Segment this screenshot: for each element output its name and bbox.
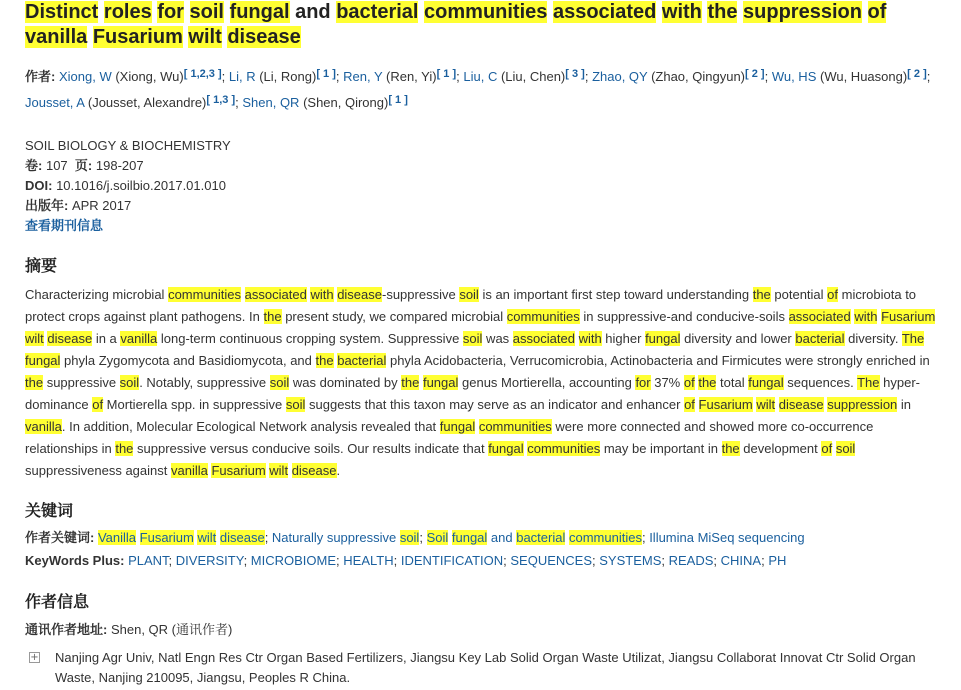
expand-plus-icon[interactable]: + [30,652,39,663]
text-segment: present study, we compared microbial [281,309,507,324]
highlighted-term: Distinct [25,1,99,23]
affiliation-ref[interactable]: [ 1 ] [316,68,336,80]
author-list [25,64,940,116]
highlighted-term: suppression [743,1,862,23]
highlighted-term: associated [788,309,851,324]
keyword-plus-link[interactable]: MICROBIOME [250,553,337,568]
highlighted-term: soil [835,441,856,456]
source-info [25,136,625,236]
text-segment: may be important in [600,441,722,456]
keyword-plus-link[interactable]: PH [768,553,787,568]
author-keyword-link[interactable] [272,530,419,545]
highlighted-term: The [857,375,880,390]
author-link[interactable]: Jousset, A [25,95,85,110]
text-segment: . [336,463,341,478]
text-segment: Naturally suppressive [271,530,400,545]
affiliation-ref[interactable]: [ 3 ] [565,68,585,80]
text-segment: -suppressive [382,287,460,302]
text-segment: in [897,397,912,412]
highlighted-term: wilt [197,530,217,545]
highlighted-term: vanilla [170,463,208,478]
highlighted-term: communities [168,287,242,302]
highlighted-term: soil [285,397,306,412]
keywords-plus [25,551,945,571]
keyword-plus-link[interactable]: SEQUENCES [510,553,593,568]
keyword-plus-link[interactable]: IDENTIFICATION [400,553,504,568]
year-label: 出版年: [25,198,69,213]
highlighted-term: fungal [439,419,476,434]
author-full-name: (Zhao, Qingyun) [647,69,746,84]
text-segment [862,1,868,23]
highlighted-term: associated [244,287,307,302]
text-segment: 37% [650,375,684,390]
author-info-heading: 作者信息 [25,594,90,611]
text-segment: and [487,530,517,545]
highlighted-term: vanilla [120,331,158,346]
author-link[interactable]: Li, R [228,69,256,84]
author-keyword-link[interactable] [98,530,265,545]
highlighted-term: Fusarium [92,26,183,48]
volume-label: 卷: [25,158,43,173]
text-segment: . In addition, Molecular Ecological Network analysis revealed that [61,419,440,434]
highlighted-term: with [310,287,334,302]
keyword-plus-link[interactable]: SYSTEMS [599,553,662,568]
highlighted-term: the [752,287,771,302]
author-link[interactable]: Wu, HS [771,69,817,84]
keyword-plus-link[interactable]: DIVERSITY [175,553,244,568]
journal-name: SOIL BIOLOGY & BIOCHEMISTRY [25,138,231,153]
highlighted-term: suppression [827,397,898,412]
author-full-name: (Jousset, Alexandre) [84,95,207,110]
highlighted-term: with [578,331,602,346]
abstract-heading: 摘要 [25,258,58,275]
text-segment [87,26,93,48]
text-segment: higher [601,331,646,346]
highlighted-term: disease [337,287,382,302]
highlighted-term: fungal [645,331,681,346]
highlighted-term: vanilla [25,26,88,48]
keyword-plus-link[interactable]: CHINA [720,553,762,568]
keywords-plus-label: KeyWords Plus: [25,553,125,568]
highlighted-term: of [827,287,838,302]
text-segment: long-term continuous cropping system. Suppressive [157,331,463,346]
text-segment: hyper-dominance [25,375,920,412]
author-items: Xiong, W (Xiong, Wu)[ 1,2,3 ]; Li, R (Li, Rong)[ 1 ]; Ren, Y (Ren, Yi)[ 1 ]; Liu, C (Liu, Chen)[ 3 ]; Zhao, QY (Zhao, Qingyun)[ 2 ]; Wu, HS (Wu, Huasong)[ 2 ]; Jousset, A (Jousset, Alexandre)[ 1,3 ]; Shen, QR (Shen, Qirong)[ 1 ] [25,68,931,110]
affiliation-ref[interactable]: [ 1,3 ] [206,94,236,106]
highlighted-term: with [854,309,878,324]
text-segment: in a [92,331,121,346]
highlighted-term: soil [462,331,483,346]
highlighted-term: Soil [426,530,449,545]
keyword-plus-link[interactable]: READS [668,553,714,568]
text-segment: genus Mortierella, accounting [458,375,636,390]
highlighted-term: the [401,375,420,390]
author-link[interactable]: Ren, Y [343,69,383,84]
highlighted-term: wilt [756,397,776,412]
text-segment [695,397,699,412]
highlighted-term: bacterial [336,1,419,23]
text-segment: phyla Acidobacteria, Verrucomicrobia, Actinobacteria and Firmicutes were strongly enriched in [386,353,930,368]
highlighted-term: with [661,1,702,23]
text-segment: potential [770,287,828,302]
text-segment: suppressive [43,375,120,390]
highlighted-term: fungal [451,530,488,545]
highlighted-term: communities [478,419,552,434]
affiliation-ref[interactable]: [ 1,2,3 ] [183,68,222,80]
author-full-name: (Wu, Huasong) [816,69,908,84]
article-title [25,0,945,50]
doi-label: DOI: [25,178,53,193]
highlighted-term: the [263,309,282,324]
highlighted-term: The [901,331,925,346]
text-segment: Characterizing microbial [25,287,169,302]
author-full-name: (Xiong, Wu) [111,69,184,84]
highlighted-term: Fusarium [881,309,936,324]
author-full-name: (Liu, Chen) [497,69,566,84]
affiliation-ref[interactable]: [ 1 ] [388,94,408,106]
author-full-name: (Ren, Yi) [382,69,437,84]
highlighted-term: disease [778,397,824,412]
text-segment: suggests that this taxon may serve as an indicator and enhancer [305,397,685,412]
highlighted-term: disease [47,331,93,346]
text-segment: development [739,441,822,456]
corresponding-author [25,620,945,640]
highlighted-term: soil [189,1,224,23]
author-link[interactable]: Zhao, QY [592,69,648,84]
highlighted-term: soil [459,287,479,302]
author-link[interactable]: Xiong, W [58,69,112,84]
journal-info-link[interactable]: 查看期刊信息 [25,218,104,233]
pages-label: 页: [74,158,93,173]
highlighted-term: of [684,397,695,412]
text-segment: and [289,1,337,23]
author-keyword-link[interactable] [427,530,642,545]
highlighted-term: Vanilla [97,530,137,545]
text-segment: Illumina MiSeq sequencing [649,530,805,545]
text-segment: phyla Zygomycota and Basidiomycota, and [60,353,316,368]
highlighted-term: wilt [188,26,222,48]
highlighted-term: fungal [422,375,459,390]
text-segment: suppressive versus conducive soils. Our results indicate that [133,441,489,456]
highlighted-term: Fusarium [698,397,753,412]
highlighted-term: the [25,375,44,390]
highlighted-term: associated [512,331,575,346]
corresponding-label: 通讯作者地址: [25,622,108,637]
highlighted-term: of [92,397,104,412]
text-segment: diversity. [844,331,902,346]
highlighted-term: bacterial [337,353,387,368]
author-keywords [25,528,945,548]
text-segment: was dominated by [289,375,402,390]
author-address: Nanjing Agr Univ, Natl Engn Res Ctr Organ Based Fertilizers, Jiangsu Key Lab Solid Organ Waste Utilizat, Jiangsu Collaborat Innovat Ctr Solid Organ Waste, Nanjing 210095, Jiangsu, Peoples R China. [55,650,916,685]
author-full-name: (Shen, Qirong) [299,95,389,110]
affiliation-ref[interactable]: [ 2 ] [907,68,927,80]
keyword-plus-link[interactable]: HEALTH [343,553,394,568]
highlighted-term: disease [291,463,337,478]
author-link[interactable]: Shen, QR [242,95,300,110]
highlighted-term: disease [219,530,265,545]
year-value: APR 2017 [71,198,132,213]
highlighted-term: roles [103,1,152,23]
text-segment: was [482,331,513,346]
highlighted-term: wilt [25,331,44,346]
authors-label: 作者: [25,69,56,84]
highlighted-term: bacterial [516,530,566,545]
highlighted-term: for [157,1,184,23]
abstract-text [25,284,945,482]
highlighted-term: Fusarium [211,463,266,478]
highlighted-term: for [635,375,651,390]
highlighted-term: the [115,441,134,456]
pages-value: 198-207 [95,158,144,173]
highlighted-term: the [721,441,740,456]
author-full-name: (Li, Rong) [255,69,317,84]
highlighted-term: communities [424,1,548,23]
highlighted-term: wilt [269,463,289,478]
highlighted-term: fungal [748,375,784,390]
text-segment [224,1,230,23]
affiliation-ref[interactable]: [ 1 ] [436,68,457,80]
highlighted-term: fungal [229,1,290,23]
affiliation-ref[interactable]: [ 2 ] [745,68,765,80]
highlighted-term: soil [399,530,420,545]
highlighted-term: communities [527,441,601,456]
highlighted-term: vanilla [25,419,62,434]
highlighted-term: soil [269,375,290,390]
keywords-plus-items: PLANT; DIVERSITY; MICROBIOME; HEALTH; IDENTIFICATION; SEQUENCES; SYSTEMS; READS; CHINA; PH [128,553,787,568]
text-segment: is an important first step toward understanding [478,287,753,302]
keywords-heading: 关键词 [25,503,74,520]
author-keywords-label: 作者关键词: [25,530,95,545]
highlighted-term: of [821,441,833,456]
text-segment [184,1,190,23]
highlighted-term: disease [227,26,301,48]
author-keyword-link[interactable] [649,530,804,545]
highlighted-term: associated [552,1,657,23]
corresponding-value: Shen, QR (通讯作者) [110,622,233,637]
text-segment: suppressiveness against [25,463,171,478]
highlighted-term: bacterial [795,331,845,346]
text-segment: were more connected and showed more co-occurrence relationships in [25,419,874,456]
text-segment: Mortierella spp. in suppressive [103,397,286,412]
text-segment: sequences. [783,375,858,390]
highlighted-term: communities [506,309,580,324]
text-segment: total [716,375,749,390]
text-segment: in suppressive-and conducive-soils [579,309,789,324]
highlighted-term: the [315,353,334,368]
text-segment: microbiota to protect crops against plant pathogens. In [25,287,917,324]
doi-value: 10.1016/j.soilbio.2017.01.010 [56,178,226,193]
highlighted-term: soil [119,375,140,390]
volume-value: 107 [45,158,68,173]
text-segment: diversity and lower [680,331,796,346]
highlighted-term: the [698,375,717,390]
author-link[interactable]: Liu, C [463,69,498,84]
highlighted-term: communities [568,530,642,545]
highlighted-term: the [707,1,738,23]
text-segment: . Notably, suppressive [139,375,270,390]
highlighted-term: fungal [25,353,61,368]
keyword-plus-link[interactable]: PLANT [128,553,169,568]
highlighted-term: of [867,1,887,23]
author-keyword-items: Vanilla Fusarium wilt disease; Naturally suppressive soil; Soil fungal and bacterial communities; Illumina MiSeq sequencing [97,530,805,545]
highlighted-term: of [683,375,695,390]
highlighted-term: fungal [488,441,524,456]
highlighted-term: Fusarium [139,530,194,545]
